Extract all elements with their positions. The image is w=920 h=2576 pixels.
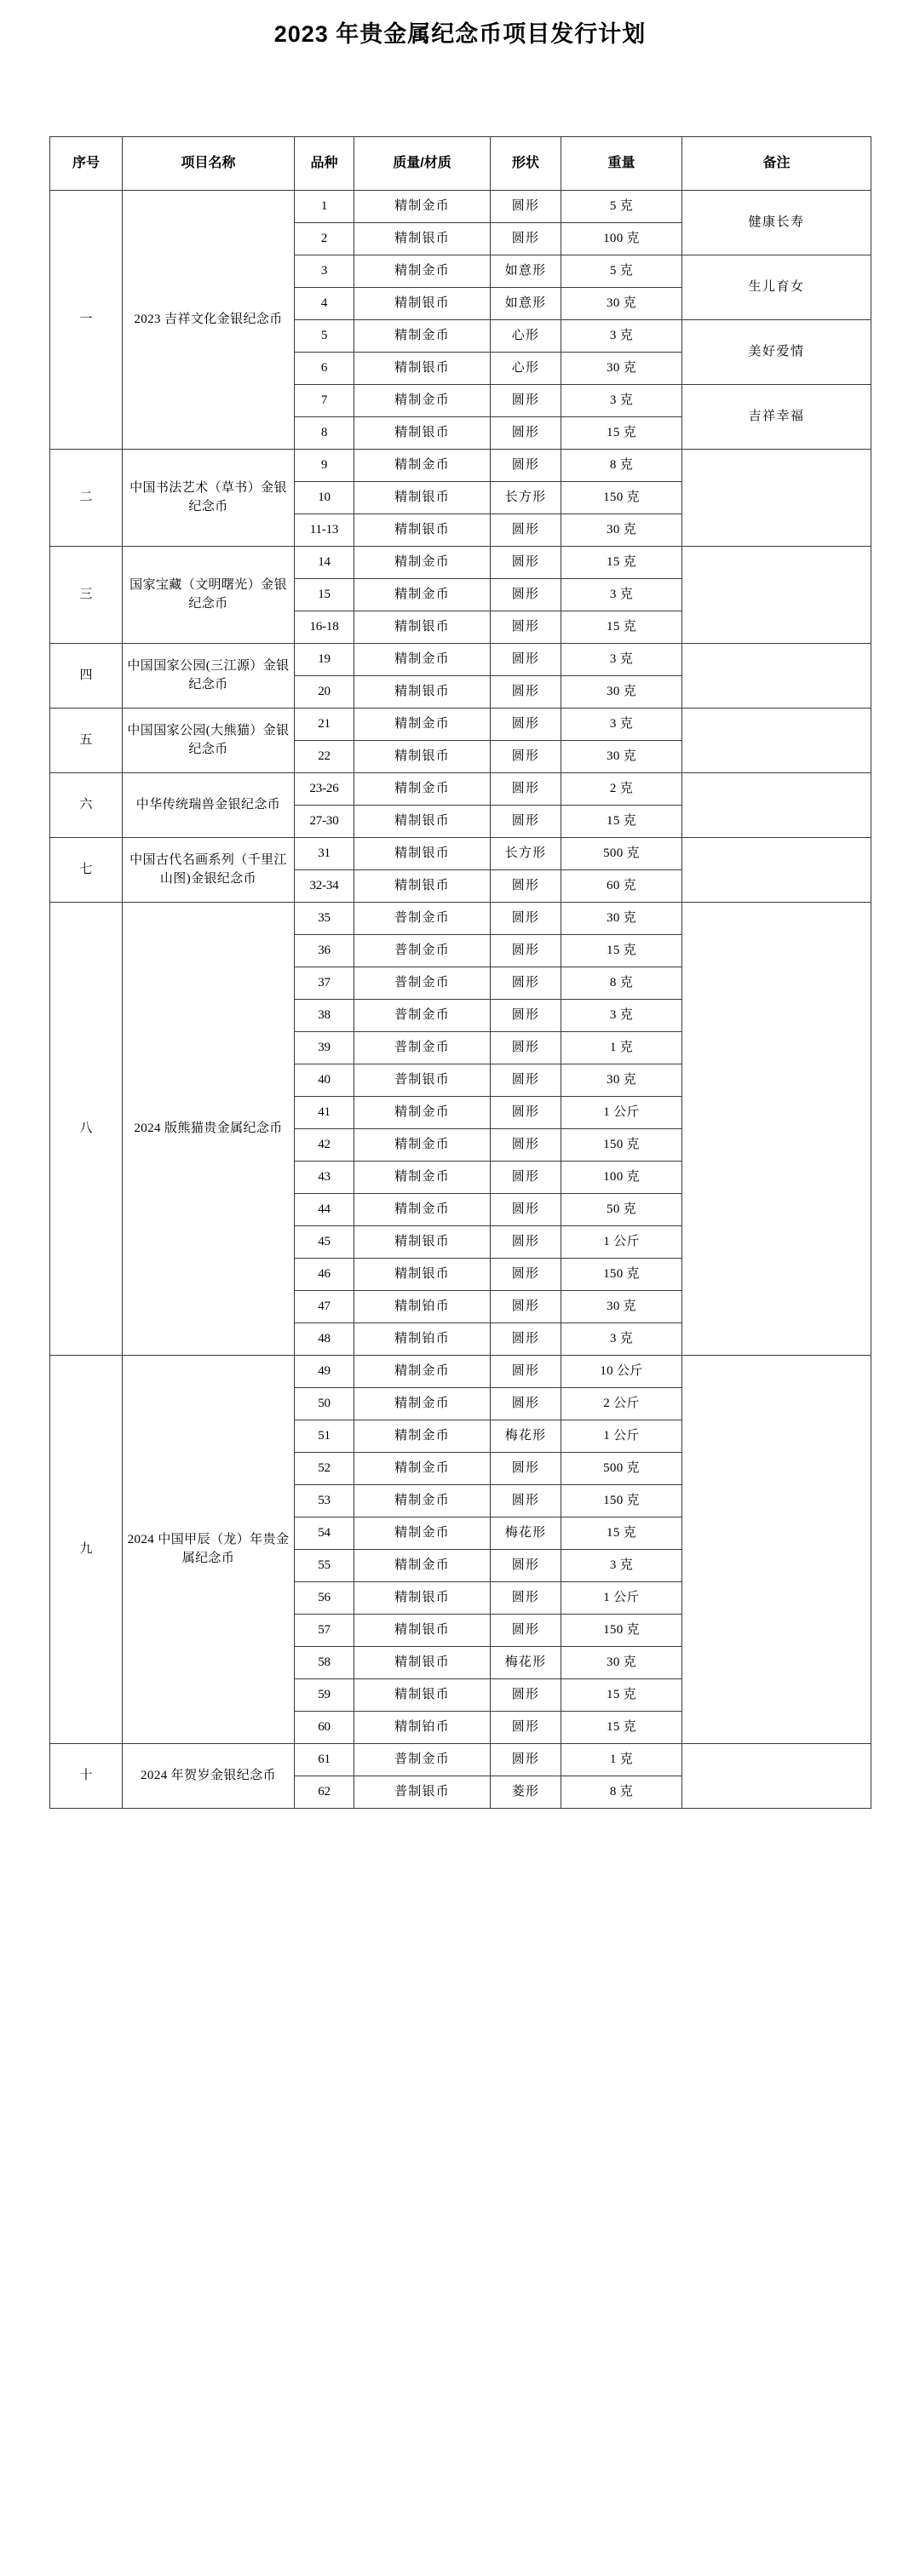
cell-shape: 圆形 — [491, 1064, 561, 1097]
cell-note — [682, 838, 871, 903]
project-name: 2024 中国甲辰（龙）年贵金属纪念币 — [123, 1356, 295, 1744]
cell-qual: 精制银币 — [354, 353, 491, 385]
cell-note — [682, 709, 871, 773]
cell-weight: 30 克 — [561, 676, 682, 709]
cell-weight: 150 克 — [561, 1259, 682, 1291]
cell-qual: 精制银币 — [354, 870, 491, 903]
cell-weight: 15 克 — [561, 547, 682, 579]
cell-shape: 圆形 — [491, 450, 561, 482]
cell-weight: 2 克 — [561, 773, 682, 806]
cell-shape: 梅花形 — [491, 1647, 561, 1679]
section-index: 十 — [50, 1744, 123, 1809]
cell-weight: 3 克 — [561, 1000, 682, 1032]
cell-no: 15 — [295, 579, 354, 611]
cell-no: 40 — [295, 1064, 354, 1097]
cell-qual: 普制银币 — [354, 1776, 491, 1809]
cell-qual: 精制金币 — [354, 709, 491, 741]
project-name: 中国国家公园(三江源）金银纪念币 — [123, 644, 295, 709]
cell-no: 2 — [295, 223, 354, 255]
cell-no: 53 — [295, 1485, 354, 1517]
cell-no: 57 — [295, 1615, 354, 1647]
section-index: 五 — [50, 709, 123, 773]
cell-note — [682, 1356, 871, 1744]
table-header-row — [50, 137, 871, 191]
cell-no: 45 — [295, 1226, 354, 1259]
cell-no: 41 — [295, 1097, 354, 1129]
cell-shape: 圆形 — [491, 644, 561, 676]
cell-qual: 精制银币 — [354, 1679, 491, 1712]
cell-shape: 圆形 — [491, 1194, 561, 1226]
cell-weight: 30 克 — [561, 1291, 682, 1323]
cell-qual: 精制金币 — [354, 1388, 491, 1420]
cell-no: 4 — [295, 288, 354, 320]
cell-qual: 精制银币 — [354, 741, 491, 773]
cell-no: 35 — [295, 903, 354, 935]
cell-note — [682, 547, 871, 644]
cell-no: 48 — [295, 1323, 354, 1356]
cell-weight: 10 公斤 — [561, 1356, 682, 1388]
cell-shape: 圆形 — [491, 1226, 561, 1259]
cell-shape: 菱形 — [491, 1776, 561, 1809]
cell-qual: 精制金币 — [354, 773, 491, 806]
cell-note: 健康长寿 — [682, 191, 871, 255]
cell-qual: 精制金币 — [354, 320, 491, 353]
project-name: 2024 年贺岁金银纪念币 — [123, 1744, 295, 1809]
cell-shape: 圆形 — [491, 1291, 561, 1323]
cell-no: 60 — [295, 1712, 354, 1744]
cell-qual: 普制金币 — [354, 1000, 491, 1032]
page-title: 2023 年贵金属纪念币项目发行计划 — [273, 21, 647, 47]
section-index: 八 — [50, 903, 123, 1356]
cell-no: 59 — [295, 1679, 354, 1712]
cell-shape: 圆形 — [491, 870, 561, 903]
cell-no: 55 — [295, 1550, 354, 1582]
cell-qual: 精制银币 — [354, 838, 491, 870]
cell-shape: 心形 — [491, 320, 561, 353]
cell-qual: 精制金币 — [354, 385, 491, 417]
cell-shape: 圆形 — [491, 1097, 561, 1129]
cell-shape: 圆形 — [491, 1679, 561, 1712]
cell-shape: 圆形 — [491, 1162, 561, 1194]
cell-qual: 精制金币 — [354, 1162, 491, 1194]
cell-qual: 精制银币 — [354, 514, 491, 547]
table-row — [50, 644, 871, 676]
cell-weight: 3 克 — [561, 644, 682, 676]
cell-no: 5 — [295, 320, 354, 353]
section-index: 九 — [50, 1356, 123, 1744]
cell-no: 19 — [295, 644, 354, 676]
column-header-qual: 质量/材质 — [354, 137, 491, 191]
section-index: 一 — [50, 191, 123, 450]
cell-qual: 普制金币 — [354, 903, 491, 935]
cell-shape: 圆形 — [491, 806, 561, 838]
cell-qual: 精制银币 — [354, 417, 491, 450]
cell-qual: 精制金币 — [354, 1453, 491, 1485]
cell-qual: 精制铂币 — [354, 1323, 491, 1356]
cell-shape: 圆形 — [491, 741, 561, 773]
cell-weight: 8 克 — [561, 450, 682, 482]
cell-no: 3 — [295, 255, 354, 288]
cell-no: 39 — [295, 1032, 354, 1064]
column-header-note: 备注 — [682, 137, 871, 191]
cell-qual: 普制金币 — [354, 935, 491, 967]
cell-qual: 精制金币 — [354, 1129, 491, 1162]
cell-no: 27-30 — [295, 806, 354, 838]
cell-note — [682, 450, 871, 547]
cell-shape: 心形 — [491, 353, 561, 385]
table-body — [50, 191, 871, 1809]
cell-shape: 圆形 — [491, 1388, 561, 1420]
cell-shape: 圆形 — [491, 611, 561, 644]
cell-shape: 圆形 — [491, 385, 561, 417]
cell-weight: 2 公斤 — [561, 1388, 682, 1420]
cell-qual: 精制银币 — [354, 1226, 491, 1259]
cell-weight: 150 克 — [561, 1129, 682, 1162]
cell-weight: 1 克 — [561, 1744, 682, 1776]
cell-weight: 60 克 — [561, 870, 682, 903]
cell-shape: 圆形 — [491, 1356, 561, 1388]
cell-qual: 精制金币 — [354, 1097, 491, 1129]
table-row — [50, 903, 871, 935]
cell-qual: 精制银币 — [354, 1259, 491, 1291]
cell-weight: 8 克 — [561, 967, 682, 1000]
cell-qual: 精制银币 — [354, 482, 491, 514]
cell-weight: 1 公斤 — [561, 1097, 682, 1129]
cell-no: 22 — [295, 741, 354, 773]
cell-weight: 150 克 — [561, 482, 682, 514]
cell-weight: 30 克 — [561, 1647, 682, 1679]
cell-weight: 15 克 — [561, 806, 682, 838]
cell-shape: 圆形 — [491, 1032, 561, 1064]
column-header-idx: 序号 — [50, 137, 123, 191]
cell-weight: 3 克 — [561, 1550, 682, 1582]
cell-shape: 圆形 — [491, 191, 561, 223]
cell-weight: 15 克 — [561, 611, 682, 644]
cell-shape: 圆形 — [491, 1485, 561, 1517]
section-index: 三 — [50, 547, 123, 644]
cell-weight: 100 克 — [561, 223, 682, 255]
project-name: 中国书法艺术（草书）金银纪念币 — [123, 450, 295, 547]
cell-no: 6 — [295, 353, 354, 385]
cell-weight: 1 公斤 — [561, 1420, 682, 1453]
table-row — [50, 709, 871, 741]
cell-weight: 3 克 — [561, 385, 682, 417]
cell-shape: 圆形 — [491, 223, 561, 255]
cell-note — [682, 903, 871, 1356]
cell-shape: 圆形 — [491, 417, 561, 450]
cell-weight: 500 克 — [561, 838, 682, 870]
table-row — [50, 1744, 871, 1776]
cell-qual: 精制金币 — [354, 1420, 491, 1453]
cell-no: 7 — [295, 385, 354, 417]
cell-no: 42 — [295, 1129, 354, 1162]
cell-qual: 精制铂币 — [354, 1712, 491, 1744]
section-index: 二 — [50, 450, 123, 547]
cell-shape: 圆形 — [491, 709, 561, 741]
cell-no: 31 — [295, 838, 354, 870]
project-name: 中国国家公园(大熊猫）金银纪念币 — [123, 709, 295, 773]
cell-weight: 15 克 — [561, 1712, 682, 1744]
section-index: 四 — [50, 644, 123, 709]
cell-weight: 150 克 — [561, 1615, 682, 1647]
cell-shape: 如意形 — [491, 288, 561, 320]
cell-note: 生儿育女 — [682, 255, 871, 320]
cell-weight: 3 克 — [561, 579, 682, 611]
cell-weight: 30 克 — [561, 353, 682, 385]
cell-shape: 圆形 — [491, 1129, 561, 1162]
cell-shape: 圆形 — [491, 967, 561, 1000]
cell-no: 11-13 — [295, 514, 354, 547]
cell-qual: 精制银币 — [354, 611, 491, 644]
cell-qual: 精制金币 — [354, 547, 491, 579]
issue-plan-table-container — [49, 136, 871, 1809]
column-header-shape: 形状 — [491, 137, 561, 191]
column-header-no: 品种 — [295, 137, 354, 191]
cell-shape: 圆形 — [491, 935, 561, 967]
cell-no: 23-26 — [295, 773, 354, 806]
cell-weight: 3 克 — [561, 709, 682, 741]
cell-no: 16-18 — [295, 611, 354, 644]
cell-no: 47 — [295, 1291, 354, 1323]
cell-weight: 1 公斤 — [561, 1582, 682, 1615]
table-row — [50, 450, 871, 482]
cell-note: 美好爱情 — [682, 320, 871, 385]
cell-shape: 圆形 — [491, 1000, 561, 1032]
table-row — [50, 547, 871, 579]
cell-no: 32-34 — [295, 870, 354, 903]
cell-shape: 圆形 — [491, 547, 561, 579]
column-header-weight: 重量 — [561, 137, 682, 191]
cell-no: 62 — [295, 1776, 354, 1809]
cell-no: 36 — [295, 935, 354, 967]
cell-shape: 圆形 — [491, 579, 561, 611]
cell-weight: 15 克 — [561, 935, 682, 967]
cell-no: 61 — [295, 1744, 354, 1776]
cell-no: 52 — [295, 1453, 354, 1485]
cell-weight: 15 克 — [561, 1517, 682, 1550]
cell-qual: 精制金币 — [354, 644, 491, 676]
cell-no: 38 — [295, 1000, 354, 1032]
cell-shape: 梅花形 — [491, 1420, 561, 1453]
cell-weight: 3 克 — [561, 1323, 682, 1356]
issue-plan-table — [49, 136, 871, 1809]
cell-weight: 5 克 — [561, 191, 682, 223]
cell-weight: 30 克 — [561, 741, 682, 773]
cell-qual: 精制铂币 — [354, 1291, 491, 1323]
cell-shape: 圆形 — [491, 903, 561, 935]
cell-weight: 100 克 — [561, 1162, 682, 1194]
section-index: 六 — [50, 773, 123, 838]
cell-shape: 圆形 — [491, 1453, 561, 1485]
table-row — [50, 773, 871, 806]
cell-qual: 精制金币 — [354, 579, 491, 611]
cell-weight: 1 公斤 — [561, 1226, 682, 1259]
cell-shape: 圆形 — [491, 514, 561, 547]
cell-no: 8 — [295, 417, 354, 450]
cell-shape: 圆形 — [491, 1712, 561, 1744]
cell-qual: 精制金币 — [354, 450, 491, 482]
cell-no: 54 — [295, 1517, 354, 1550]
cell-qual: 精制金币 — [354, 1517, 491, 1550]
cell-qual: 精制银币 — [354, 288, 491, 320]
table-row — [50, 838, 871, 870]
cell-note — [682, 1744, 871, 1809]
cell-no: 37 — [295, 967, 354, 1000]
cell-no: 21 — [295, 709, 354, 741]
project-name: 国家宝藏（文明曙光）金银纪念币 — [123, 547, 295, 644]
cell-weight: 150 克 — [561, 1485, 682, 1517]
project-name: 中华传统瑞兽金银纪念币 — [123, 773, 295, 838]
table-row — [50, 1356, 871, 1388]
cell-shape: 圆形 — [491, 1323, 561, 1356]
cell-qual: 精制金币 — [354, 191, 491, 223]
cell-weight: 30 克 — [561, 288, 682, 320]
section-index: 七 — [50, 838, 123, 903]
cell-qual: 精制银币 — [354, 1615, 491, 1647]
cell-no: 10 — [295, 482, 354, 514]
cell-qual: 精制银币 — [354, 676, 491, 709]
cell-qual: 精制金币 — [354, 1356, 491, 1388]
cell-qual: 普制金币 — [354, 967, 491, 1000]
cell-qual: 普制金币 — [354, 1032, 491, 1064]
cell-no: 50 — [295, 1388, 354, 1420]
cell-weight: 15 克 — [561, 417, 682, 450]
cell-qual: 精制金币 — [354, 1194, 491, 1226]
cell-qual: 精制金币 — [354, 255, 491, 288]
cell-shape: 圆形 — [491, 773, 561, 806]
cell-weight: 500 克 — [561, 1453, 682, 1485]
project-name: 2023 吉祥文化金银纪念币 — [123, 191, 295, 450]
cell-weight: 15 克 — [561, 1679, 682, 1712]
cell-weight: 50 克 — [561, 1194, 682, 1226]
cell-no: 44 — [295, 1194, 354, 1226]
cell-note: 吉祥幸福 — [682, 385, 871, 450]
cell-note — [682, 773, 871, 838]
cell-weight: 3 克 — [561, 320, 682, 353]
cell-no: 1 — [295, 191, 354, 223]
cell-weight: 30 克 — [561, 903, 682, 935]
cell-no: 58 — [295, 1647, 354, 1679]
cell-no: 51 — [295, 1420, 354, 1453]
cell-shape: 长方形 — [491, 482, 561, 514]
cell-shape: 梅花形 — [491, 1517, 561, 1550]
cell-shape: 圆形 — [491, 676, 561, 709]
cell-weight: 30 克 — [561, 1064, 682, 1097]
table-header — [50, 137, 871, 191]
cell-qual: 普制金币 — [354, 1744, 491, 1776]
cell-no: 9 — [295, 450, 354, 482]
cell-shape: 圆形 — [491, 1744, 561, 1776]
cell-weight: 5 克 — [561, 255, 682, 288]
project-name: 中国古代名画系列（千里江山图)金银纪念币 — [123, 838, 295, 903]
column-header-name: 项目名称 — [123, 137, 295, 191]
cell-no: 43 — [295, 1162, 354, 1194]
cell-note — [682, 644, 871, 709]
cell-qual: 精制银币 — [354, 806, 491, 838]
cell-qual: 精制银币 — [354, 1582, 491, 1615]
cell-shape: 圆形 — [491, 1550, 561, 1582]
cell-shape: 圆形 — [491, 1615, 561, 1647]
cell-no: 56 — [295, 1582, 354, 1615]
table-row — [50, 191, 871, 223]
cell-shape: 圆形 — [491, 1259, 561, 1291]
project-name: 2024 版熊猫贵金属纪念币 — [123, 903, 295, 1356]
cell-no: 49 — [295, 1356, 354, 1388]
cell-shape: 圆形 — [491, 1582, 561, 1615]
cell-shape: 如意形 — [491, 255, 561, 288]
cell-qual: 精制银币 — [354, 1647, 491, 1679]
cell-qual: 普制银币 — [354, 1064, 491, 1097]
cell-no: 46 — [295, 1259, 354, 1291]
cell-weight: 30 克 — [561, 514, 682, 547]
cell-weight: 8 克 — [561, 1776, 682, 1809]
cell-no: 14 — [295, 547, 354, 579]
cell-qual: 精制金币 — [354, 1550, 491, 1582]
cell-qual: 精制银币 — [354, 223, 491, 255]
cell-no: 20 — [295, 676, 354, 709]
cell-weight: 1 克 — [561, 1032, 682, 1064]
cell-shape: 长方形 — [491, 838, 561, 870]
cell-qual: 精制金币 — [354, 1485, 491, 1517]
